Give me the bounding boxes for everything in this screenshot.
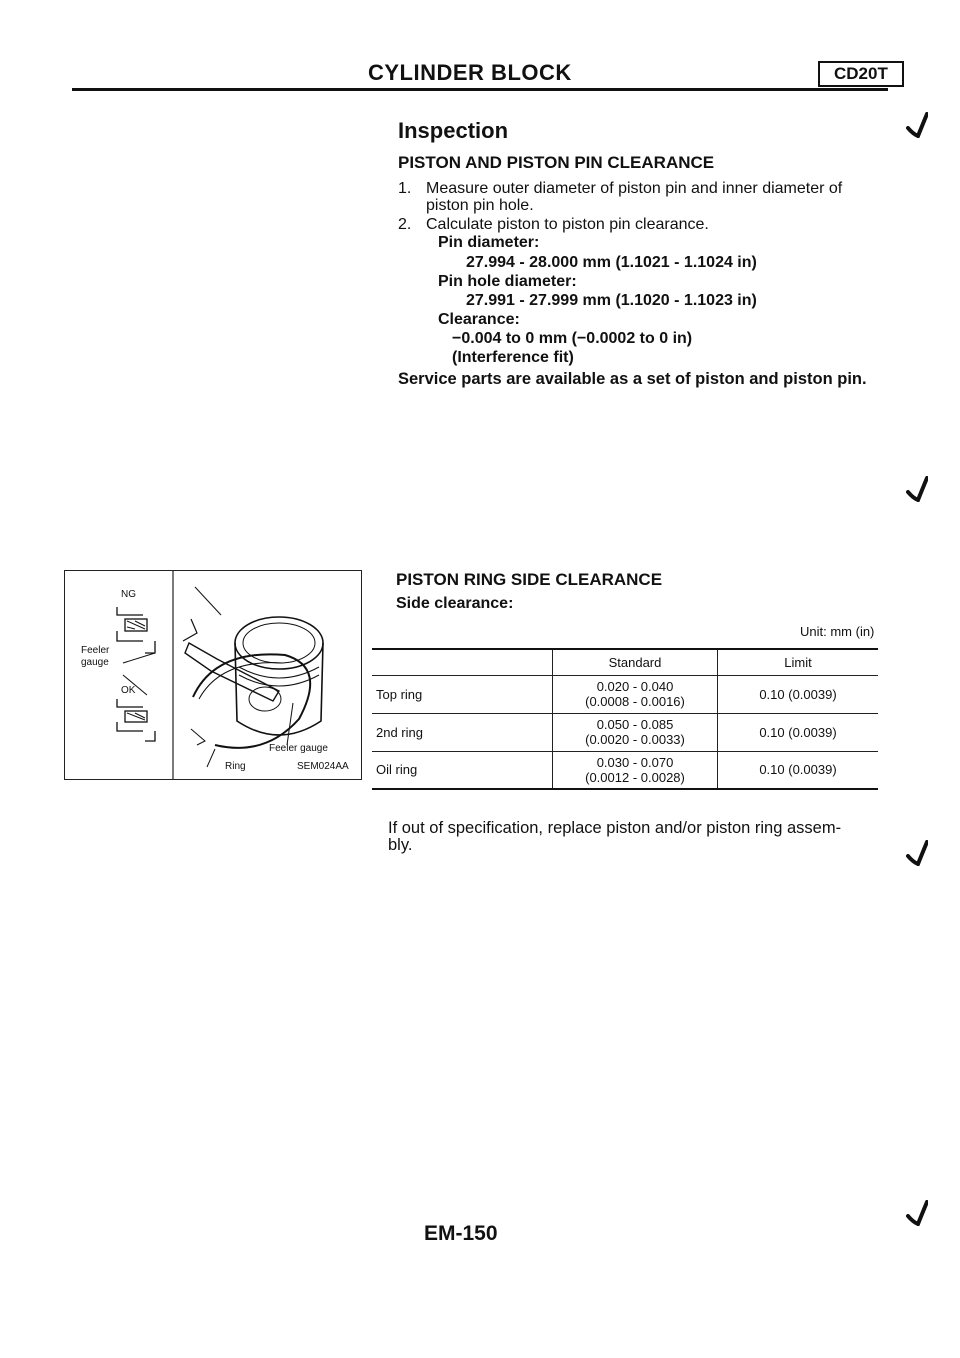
step-1-text-line2: piston pin hole.	[426, 197, 534, 214]
side-clearance-label: Side clearance:	[396, 595, 514, 612]
pin-hole-diameter-label: Pin hole diameter:	[438, 273, 577, 290]
clearance-value: −0.004 to 0 mm (−0.0002 to 0 in)	[452, 330, 693, 347]
standard-mm: 0.020 - 0.040	[596, 679, 674, 694]
pin-hole-diameter-value: 27.991 - 27.999 mm (1.1020 - 1.1023 in)	[466, 292, 757, 309]
table-row	[372, 751, 878, 789]
cell-standard	[553, 751, 718, 789]
step-1-text-line1: Measure outer diameter of piston pin and inner diameter of	[426, 180, 843, 197]
figure-label-ok: OK	[121, 685, 136, 696]
figure-label-feeler: Feeler	[81, 645, 110, 656]
standard-in: (0.0020 - 0.0033)	[585, 732, 685, 747]
step-2-text: Calculate piston to piston pin clearance.	[426, 216, 709, 233]
table-header-limit: Limit	[784, 654, 812, 670]
service-parts-note: Service parts are available as a set of piston and piston pin.	[398, 370, 867, 388]
section-title-inspection: Inspection	[398, 118, 509, 143]
table-header-standard: Standard	[553, 649, 718, 675]
unit-label: Unit: mm (in)	[800, 624, 875, 639]
heading-piston-ring-side-clearance: PISTON RING SIDE CLEARANCE	[396, 570, 663, 589]
row-label-oil-ring: Oil ring	[376, 762, 418, 778]
row-label-top-ring: Top ring	[376, 686, 423, 702]
cell-standard	[553, 713, 718, 751]
cell-limit: 0.10 (0.0039)	[759, 724, 837, 740]
pin-diameter-value: 27.994 - 28.000 mm (1.1021 - 1.1024 in)	[466, 254, 757, 271]
out-of-spec-note-line2: bly.	[388, 836, 413, 854]
clearance-note: (Interference fit)	[452, 349, 574, 366]
cell-standard	[553, 675, 718, 713]
figure-code: SEM024AA	[297, 761, 349, 772]
figure-label-ring: Ring	[225, 761, 246, 772]
header-rule	[72, 88, 888, 91]
table-header-row	[372, 649, 878, 675]
page-header-title: CYLINDER BLOCK	[368, 60, 572, 85]
table-row	[372, 713, 878, 751]
figure-label-gauge: gauge	[81, 657, 109, 668]
revision-check-mark-icon	[906, 112, 928, 138]
standard-in: (0.0008 - 0.0016)	[585, 694, 685, 709]
standard-mm: 0.050 - 0.085	[596, 717, 674, 732]
step-2-number: 2.	[398, 216, 412, 233]
step-1-number: 1.	[398, 180, 412, 197]
figure-label-ng: NG	[121, 589, 136, 600]
engine-model-badge: CD20T	[818, 61, 904, 87]
page-number: EM-150	[424, 1222, 498, 1245]
clearance-label: Clearance:	[438, 311, 520, 328]
heading-piston-pin-clearance: PISTON AND PISTON PIN CLEARANCE	[398, 153, 715, 172]
figure-label-feeler-gauge: Feeler gauge	[269, 743, 328, 754]
table-header-blank	[372, 649, 553, 675]
revision-check-mark-icon	[906, 1200, 928, 1226]
revision-check-mark-icon	[906, 840, 928, 866]
revision-check-mark-icon	[906, 476, 928, 502]
standard-in: (0.0012 - 0.0028)	[585, 769, 685, 785]
out-of-spec-note-line1: If out of specification, replace piston and/or piston ring assem-	[388, 819, 842, 837]
feeler-gauge-figure	[64, 570, 362, 780]
pin-diameter-label: Pin diameter:	[438, 234, 540, 251]
cell-limit: 0.10 (0.0039)	[759, 762, 837, 778]
row-label-2nd-ring: 2nd ring	[376, 724, 423, 740]
standard-mm: 0.030 - 0.070	[596, 754, 674, 770]
cell-limit: 0.10 (0.0039)	[759, 686, 837, 702]
ring-side-clearance-table	[372, 648, 878, 790]
table-row	[372, 675, 878, 713]
